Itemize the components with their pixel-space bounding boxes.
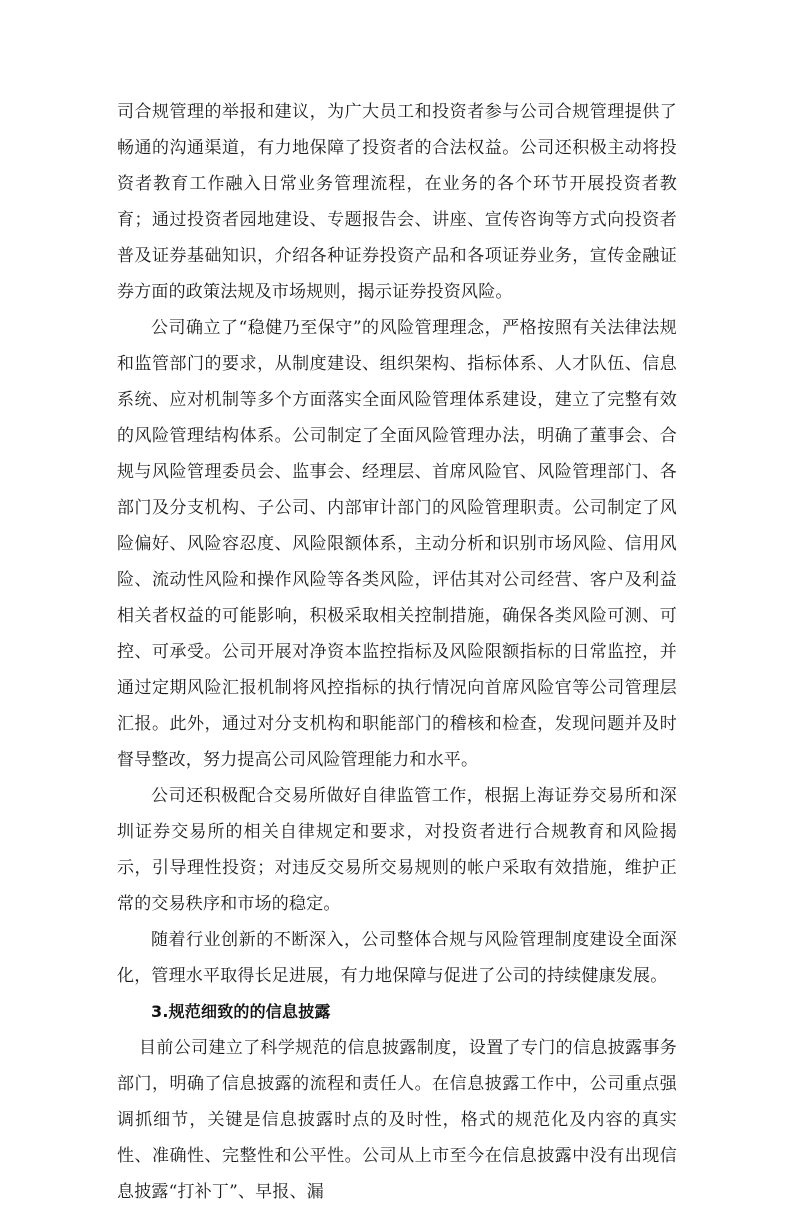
paragraph-investor-education: 司合规管理的举报和建议，为广大员工和投资者参与公司合规管理提供了畅通的沟通渠道，有力地保障了投资者的合法权益。公司还积极主动将投资者教育工作融入日常业务管理流程，在业务的各个环节开展投资者教育；通过投资者园地建设、专题报告会、讲座、宣传咨询等方式向投资者普及证券基础知识，介绍各种证券投资产品和各项证券业务，宣传金融证券方面的政策法规及市场规则，揭示证券投资风险。 xyxy=(117,102,677,302)
paragraph-self-regulation: 公司还积极配合交易所做好自律监管工作，根据上海证券交易所和深圳证券交易所的相关自律规定和要求，对投资者进行合规教育和风险揭示，引导理性投资；对违反交易所交易规则的帐户采取有效措施，维护正常的交易秩序和市场的稳定。 xyxy=(117,786,677,914)
paragraph-risk-management: 公司确立了“稳健乃至保守”的风险管理理念，严格按照有关法律法规和监管部门的要求，从制度建设、组织架构、指标体系、人才队伍、信息系统、应对机制等多个方面落实全面风险管理体系建设，建立了完整有效的风险管理结构体系。公司制定了全面风险管理办法，明确了董事会、合规与风险管理委员会、监事会、经理层、首席风险官、风险管理部门、各部门及分支机构、子公司、内部审计部门的风险管理职责。公司制定了风险偏好、风险容忍度、风险限额体系，主动分析和识别市场风险、信用风险、流动性风险和操作风险等各类风险，评估其对公司经营、客户及利益相关者权益的可能影响，积极采取相关控制措施，确保各类风险可测、可控、可承受。公司开展对净资本监控指标及风险限额指标的日常监控，并通过定期风险汇报机制将风控指标的执行情况向首席风险官等公司管理层汇报。此外，通过对分支机构和职能部门的稽核和检查，发现问题并及时督导整改，努力提高公司风险管理能力和水平。 xyxy=(117,318,677,770)
paragraph-information-disclosure: 目前公司建立了科学规范的信息披露制度，设置了专门的信息披露事务部门，明确了信息披露的流程和责任人。在信息披露工作中，公司重点强调抓细节，关键是信息披露时点的及时性，格式的规范化及内容的真实性、准确性、完整性和公平性。公司从上市至今在信息披露中没有出现信息披露“打补丁”、早报、漏 xyxy=(117,1038,677,1202)
section-heading: 3.规范细致的的信息披露 xyxy=(151,1002,331,1021)
paragraph-development: 随着行业创新的不断深入，公司整体合规与风险管理制度建设全面深化，管理水平取得长足进展，有力地保障与促进了公司的持续健康发展。 xyxy=(117,930,677,986)
document-body xyxy=(117,94,677,1210)
